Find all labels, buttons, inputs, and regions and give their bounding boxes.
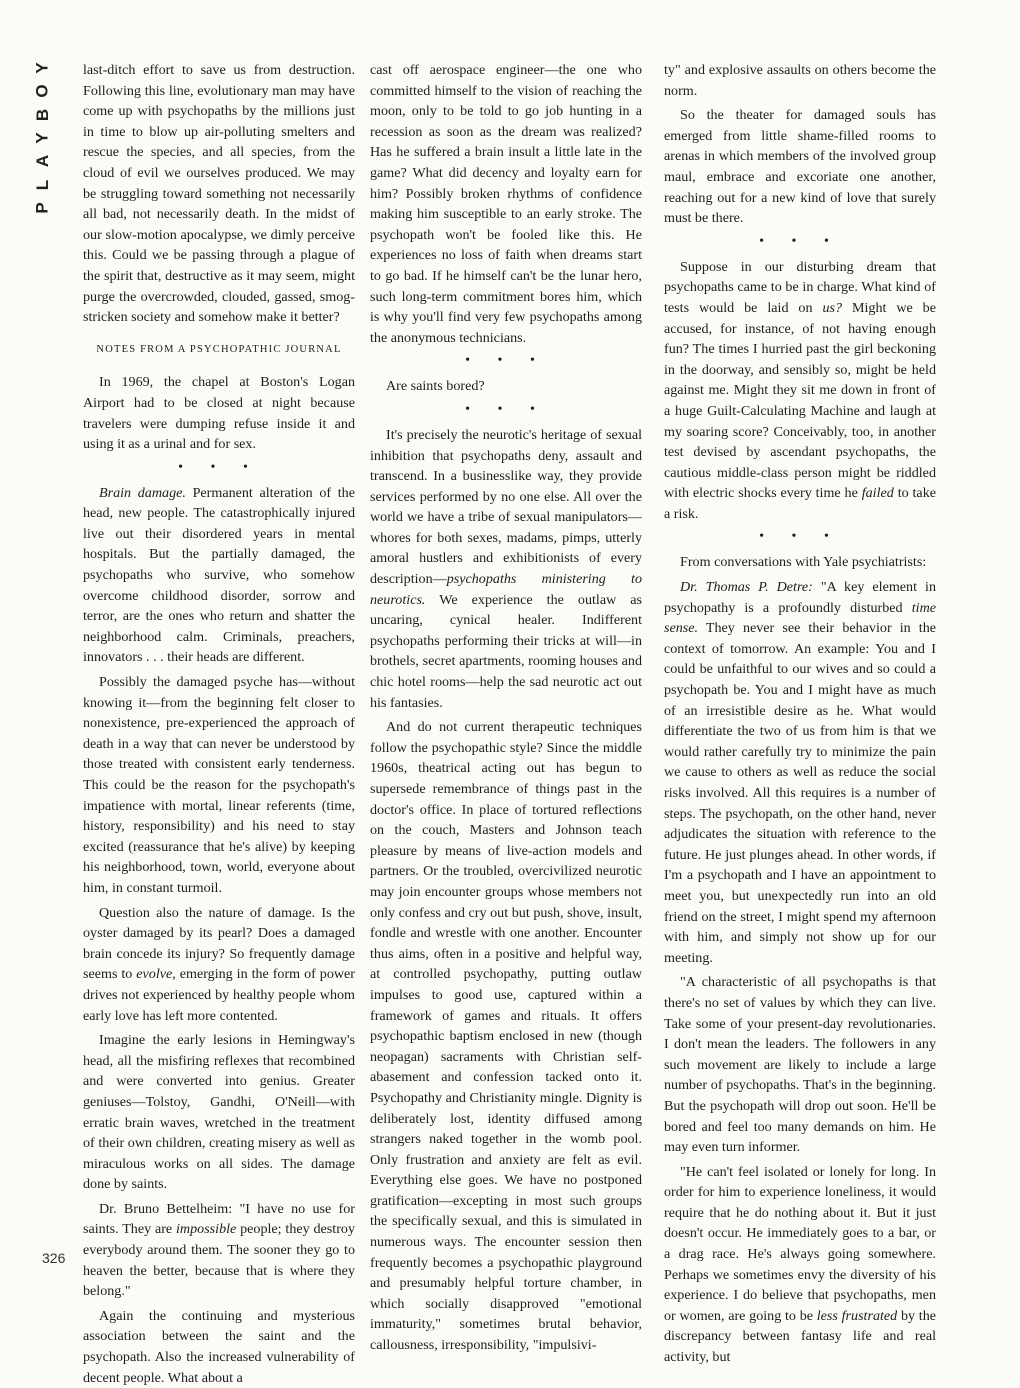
italic-run: Brain damage.: [99, 484, 186, 501]
magazine-letter: Y: [33, 132, 52, 144]
italic-run: Dr. Thomas P. Detre:: [680, 579, 813, 596]
text-run: It's precisely the neurotic's heritage of sexual inhibition that psychopaths deny, assault and transcend. In a businesslike way, they provide services performed by no one else. All over the world we have a tribe of sexual manipulators—whores for both sexes, madams, pimps, utterly amoral hustlers and exhibitionists of every description—: [370, 426, 642, 588]
magazine-name-vertical: [33, 58, 53, 218]
text-run: Dr. Bruno Bettelheim: "I have no use for saints. They are: [83, 1200, 355, 1238]
text-run: Suppose in our disturbing dream that psychopaths came to be in charge. What kind of tests would be laid on: [664, 258, 936, 316]
paragraph: [664, 577, 936, 968]
paragraph: last-ditch effort to save us from destruction. Following this line, evolutionary man may have come up with psychopaths by the millions just in time to blow up air-polluting smelters and rescue the species, and all species, from the cloud of evil we ourselves produced. We may be struggling toward something not necessarily all bad, not necessarily death. In the midst of our slow-motion apocalypse, we dimly perceive this. Could we be passing through a plague of the spirit that, destructive as it may seem, might purge the overcrowded, clouded, gassed, smog-stricken society and somehow make it better?: [83, 62, 355, 326]
section-heading: NOTES FROM A PSYCHOPATHIC JOURNAL: [96, 343, 342, 355]
italic-run: time sense.: [664, 599, 936, 637]
section-break-dots: • • •: [465, 401, 547, 417]
text-run: Question also the nature of damage. Is the oyster damaged by its pearl? Does a damaged brain concede its injury? So frequently damage seems to: [83, 904, 355, 983]
magazine-letter: L: [32, 179, 52, 190]
section-break-dots: • • •: [178, 459, 260, 475]
section-break-dots: • • •: [759, 529, 841, 545]
magazine-letter: Y: [33, 62, 52, 74]
paragraph: [83, 903, 355, 1027]
paragraph: [664, 257, 936, 525]
paragraph: And do not current therapeutic techniques follow the psychopathic style? Since the middle 1960s, theatrical acting out has begun to supersede remembrance of things past in the doctor's office. In place of tortured reflections on the couch, Masters and Johnson teach pleasure by means of live-action models and partners. Or the troubled, overcivilized neurotic may join encounter groups whose members not only confess and cry out but push, shove, insult, fondle and wrestle with one another. Encounter thus aims, often in a positive and helpful way, at controlled psychopathy, putting outlaw impulses to good use, captured within a framework of games and rituals. It offers psychopathic baptism enclosed in new (though neopagan) sacraments with Christian self-abasement and confession tacked onto it. Psychopathy and Christianity mingle. Dignity is deliberately lost, identity diffused among strangers naked together in the womb pool. Only frustration and anxiety are felt as evil. Everything else goes. We have no postponed gratification—excepting in most such groups the specifically sexual, and this is simulated in numerous ways. The encounter session then frequently becomes a psychopathic playground and presumably helpful torture chamber, in which socially disapproved "emotional immaturity," sometimes brutal behavior, callousness, irresponsibility, "impulsivi-: [370, 719, 642, 1354]
text-run: They never see their behavior in the context of tomorrow. An example: You and I could be unfaithful to our wives and so could a psychopath be. You and I might have as much of an irresistible desire as he. What would differentiate the two of us from him is that we would rather carefully try to minimize the pain we cause to others as well as reduce the social risks involved. All this requires is a number of steps. The psychopath, on the other hand, never adjudicates the situation with reference to the future. He just plunges ahead. In other words, if I'm a psychopath and I have an appointment to meet you, but unexpectedly run into an old friend on the street, I might spend my afternoon with him, and simply not show up for our meeting.: [664, 620, 936, 966]
text-run: We experience the outlaw as uncaring, cynical healer. Indifferent psychopaths performing their tricks at will—in brothels, secret apartments, rooming houses and chic hotel rooms—help the sad neurotic act out his fantasies.: [370, 591, 642, 711]
paragraph: In 1969, the chapel at Boston's Logan Airport had to be closed at night because travelers were dumping refuse inside it and using it as a urinal and for sex.: [83, 374, 355, 453]
section-break-dots: • • •: [465, 353, 547, 369]
paragraph: From conversations with Yale psychiatrists:: [680, 554, 927, 571]
paragraph: [83, 1199, 355, 1302]
italic-run: evolve,: [136, 966, 176, 983]
paragraph: ty" and explosive assaults on others become the norm.: [664, 62, 936, 99]
text-run: people; they destroy everybody around them. The sooner they go to heaven the better, because that is where they belong.": [83, 1221, 355, 1300]
italic-run: failed: [861, 485, 894, 502]
text-run: "A key element in psychopathy is a profoundly disturbed: [664, 579, 936, 616]
page-number: 326: [42, 1250, 66, 1266]
paragraph: [664, 1162, 936, 1368]
section-break-dots: • • •: [759, 233, 841, 249]
paragraph: Possibly the damaged psyche has—without knowing it—from the beginning felt closer to nonexistence, pre-experienced the approach of death in a way that can never be understood by those treated with consistent early tenderness. This could be the reason for the psychopath's impatience with mortal, linear referents (time, history, responsibility) and his need to stay excited (reassurance that he's alive) by keeping his neighborhood, town, world, everyone about him, in constant turmoil.: [83, 674, 355, 896]
text-run: emerging in the form of power drives not experienced by healthy people whom early love has left more contented.: [83, 966, 355, 1024]
italic-run: less frustrated: [816, 1307, 898, 1324]
magazine-letter: A: [33, 155, 52, 168]
text-run: to take a risk.: [664, 485, 936, 522]
text-run: "He can't feel isolated or lonely for long. In order for him to experience loneliness, it would require that he do nothing about it. But it just doesn't occur. He immediately goes to a bar, or a drag race. He's always going somewhere. Perhaps we sometimes envy the diversity of his experience. I do believe that psychopaths, men or women, are going to be: [664, 1163, 936, 1324]
text-run: by the discrepancy between fantasy life and real activity, but: [664, 1307, 937, 1366]
text-column-1: [83, 60, 355, 1386]
magazine-letter: P: [33, 202, 52, 214]
paragraph: cast off aerospace engineer—the one who committed himself to the vision of reaching the moon, only to be told to go job hunting in a recession as soon as the dream was realized? Has he suffered a brain insult a little late in the game? What did decency and loyalty earn for him? Possibly broken rhythms of confidence making him susceptible to an early stroke. The psychopath won't be fooled like this. He experiences no loss of faith when dreams start to go bad. If he himself can't be the lunar hero, such long-term commitment bores him, which is why you'll find very few psychopaths among the anonymous technicians.: [370, 62, 642, 346]
italic-run: psychopaths ministering to neurotics.: [370, 571, 642, 608]
magazine-letter: B: [33, 108, 52, 121]
paragraph: So the theater for damaged souls has emerged from little shame-filled rooms to arenas in which members of the involved group maul, embrace and excoriate one another, reaching out for a new kind of love that surely must be there.: [664, 107, 936, 227]
paragraph: Again the continuing and mysterious association between the saint and the psychopath. Also the increased vulnerability of decent people. What about a: [83, 1307, 355, 1386]
magazine-letter: O: [32, 84, 52, 98]
text-column-2: [370, 60, 642, 1354]
paragraph: Are saints bored?: [386, 378, 485, 395]
paragraph: "A characteristic of all psychopaths is that there's no set of values by which they can live. Take some of your present-day revolutionaries. I don't mean the leaders. The followers in any such movement are likely to include a large number of psychopaths. That's in the beginning. But the psychopath will drop out soon. He'll be bored and feel too many demands on him. He may even turn informer.: [664, 974, 936, 1156]
italic-run: impossible: [176, 1221, 237, 1238]
text-run: Permanent alteration of the head, new people. The catastrophically injured live out their disordered years in mental hospitals. But the partially damaged, the psychopaths who survive, who somehow overcome childhood disorder, sorrow and terror, are the ones who return and shatter the neighborhood calm. Criminals, preachers, innovators . . . their heads are different.: [83, 484, 355, 666]
text-column-3: [664, 60, 937, 1366]
paragraph: [83, 483, 355, 668]
paragraph: Imagine the early lesions in Hemingway's head, all the misfiring reflexes that recombined and were converted into genius. Greater geniuses—Tolstoy, Gandhi, O'Neill—with erratic brain waves, wretched in the treatment of their own children, creating misery as well as miraculous works on all sides. The damage done by saints.: [83, 1032, 355, 1193]
paragraph: [370, 425, 642, 713]
text-run: Might we be accused, for instance, of not having enough fun? The times I hurried past the girl beckoning in the doorway, and sensibly so, might be held against me. Might they sit me down in front of a huge Guilt-Calculating Machine and laugh at my soaring score? Conceivably, too, in another test devised by ascendant psychopaths, the cautious middle-class person might be riddled with electric shocks every time he: [664, 299, 936, 502]
italic-run: us?: [822, 299, 843, 316]
